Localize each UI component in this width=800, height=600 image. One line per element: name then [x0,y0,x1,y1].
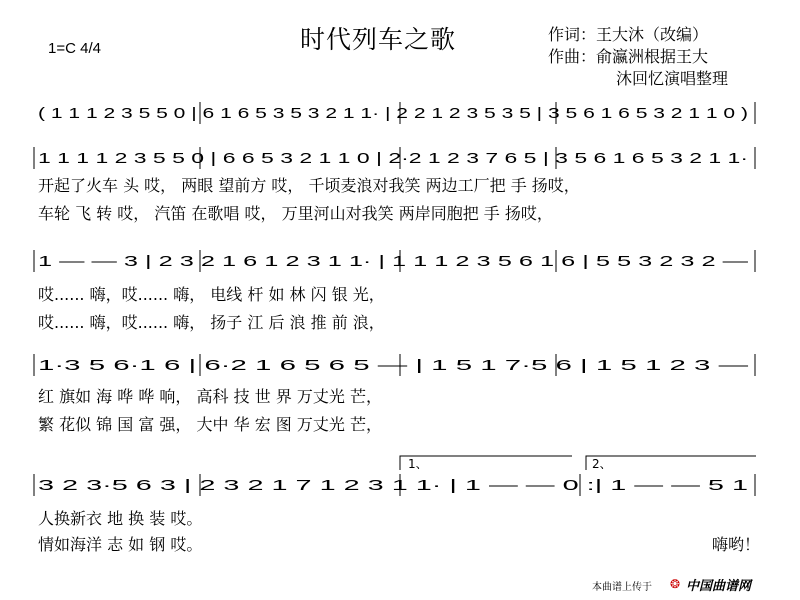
upload-note: 本曲谱上传于 [592,582,652,593]
volta-label-1: 1、 [408,457,428,471]
lyric-line: 繁 花似 锦 国 富 强， 大中 华 宏 图 万丈光 芒， [38,415,382,434]
notation-line: 1 1 1 1 2 3 5 5 0 | 6 6 5 3 2 1 1 0 | 2·2 1 2 3 7 6 5 | 3 5 6 1 6 5 3 2 1 1· [38,150,748,167]
ending-lyric: 嗨哟！ [712,535,761,554]
lyric-line: 哎...... 嗨，哎...... 嗨， 扬子 江 后 浪 推 前 浪， [38,313,385,332]
lyric-line: 红 旗如 海 哗 哗 响， 高科 技 世 界 万丈光 芒， [38,387,382,406]
composer-credit-line1: 作曲：俞瀛洲根据王大 [548,47,709,66]
site-logo-icon: ❂ [670,577,681,591]
lyric-line: 开起了火车 头 哎， 两眼 望前方 哎， 千顷麦浪对我笑 两边工厂把 手 扬哎， [38,176,580,195]
key-signature: 1=C 4/4 [48,40,101,57]
volta-label-2: 2、 [592,457,612,471]
lyric-line: 车轮 飞 转 哎， 汽笛 在歌唱 哎， 万里河山对我笑 两岸同胞把 手 扬哎， [38,204,553,223]
lyricist-credit: 作词：王大沐（改编） [548,25,709,44]
lyric-line: 哎...... 嗨，哎...... 嗨， 电线 杆 如 林 闪 银 光， [38,285,385,304]
song-title: 时代列车之歌 [300,25,457,54]
notation-line: ( 1 1 1 2 3 5 5 0 | 6 1 6 5 3 5 3 2 1 1· | 2 2 1 2 3 5 3 5 | 3 5 6 1 6 5 3 2 1 1 0 ) [38,105,748,122]
composer-credit-line2: 沐回忆演唱整理 [616,69,729,88]
site-logo-text: 中国曲谱网 [686,579,752,594]
lyric-line: 人换新衣 地 换 装 哎。 [38,509,203,528]
notation-line: 1·3 5 6·1 6 | 6·2 1 6 5 6 5 — | 1 5 1 7·5 6 | 1 5 1 2 3 — [38,357,748,374]
notation-line: 1 — — 3 | 2 3 2 1 6 1 2 3 1 1· | 1 1 1 2 3 5 6 1 6 | 5 5 3 2 3 2 — [38,253,748,270]
notation-line: 3 2 3·5 6 3 | 2 3 2 1 7 1 2 3 1 1· | 1 — — 0 :| 1 — — 5 1 [38,477,748,494]
lyric-line: 情如海洋 志 如 钢 哎。 [38,535,203,554]
